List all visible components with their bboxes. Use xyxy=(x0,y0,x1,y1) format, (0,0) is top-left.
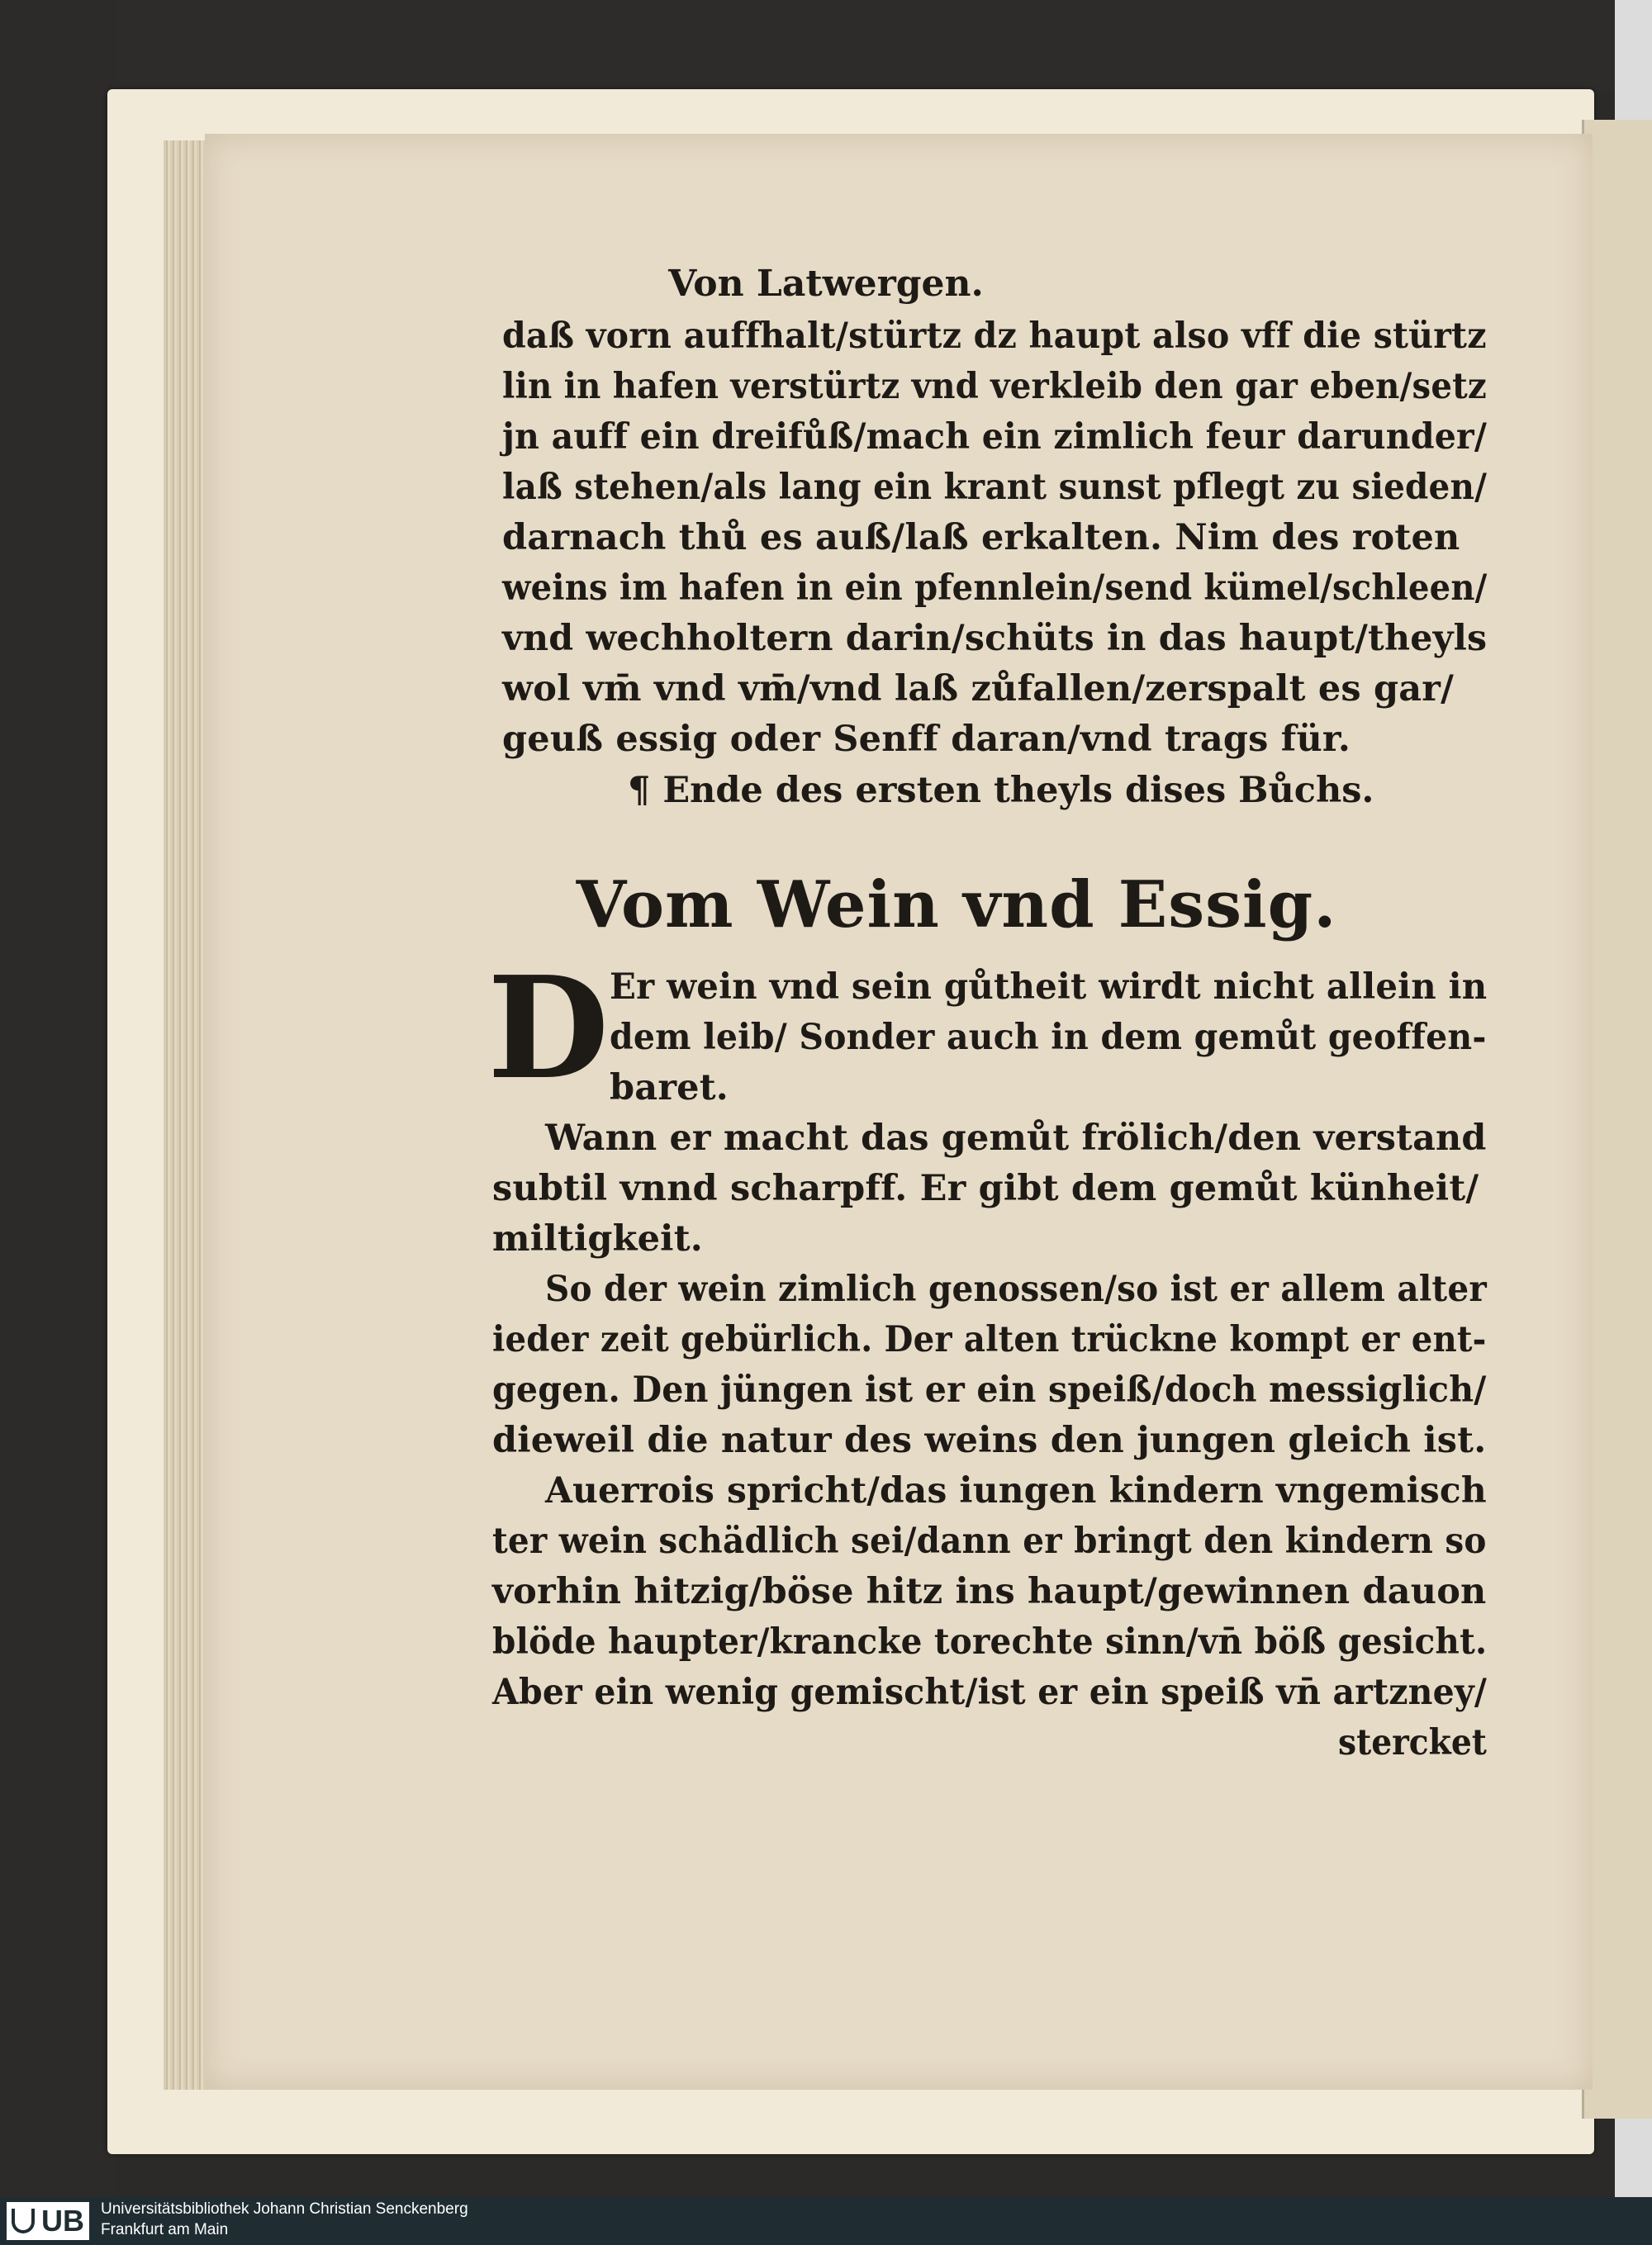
footer-institution: Universitätsbibliothek Johann Christian Senckenberg xyxy=(101,2200,468,2218)
running-head: Von Latwergen. xyxy=(668,263,984,305)
text-line: laß stehen/als lang ein krant sunst pflegt zu sieden/ xyxy=(502,467,1488,508)
text-line: weins im hafen in ein pfennlein/send kümel/schleen/ xyxy=(502,567,1488,609)
text-line: ieder zeit gebürlich. Der alten trückne kompt er ent- xyxy=(492,1319,1487,1360)
text-line: baret. xyxy=(610,1067,729,1108)
page-edges xyxy=(164,140,206,2090)
scan-background-left xyxy=(0,0,116,2197)
text-line: vorhin hitzig/böse hitz ins haupt/gewinnen dauon xyxy=(492,1571,1487,1612)
section-end-line: ¶ Ende des ersten theyls dises Bůchs. xyxy=(628,770,1374,811)
text-line: daß vorn auffhalt/stürtz dz haupt also vff die stürtz xyxy=(502,316,1487,357)
library-logo-text: UB xyxy=(41,2204,84,2238)
text-line: dem leib/ Sonder auch in dem gemůt geoffen- xyxy=(610,1017,1487,1058)
library-logo[interactable] xyxy=(7,2202,89,2240)
scan-background-top xyxy=(0,0,1652,91)
text-line: Aber ein wenig gemischt/ist er ein speiß vn̄ artzney/ xyxy=(492,1672,1488,1713)
text-line: miltigkeit. xyxy=(492,1218,703,1260)
text-line: Wann er macht das gemůt frölich/den verstand xyxy=(545,1118,1487,1159)
text-line: wol vm̄ vnd vm̄/vnd laß zůfallen/zerspalt es gar/ xyxy=(502,668,1455,710)
text-line: subtil vnnd scharpff. Er gibt dem gemůt künheit/ xyxy=(492,1168,1479,1209)
text-line: dieweil die natur des weins den jungen gleich ist. xyxy=(492,1420,1487,1461)
catchword: stercket xyxy=(1338,1722,1487,1763)
text-line: lin in hafen verstürtz vnd verkleib den gar eben/setz xyxy=(502,366,1487,407)
text-line: geuß essig oder Senff daran/vnd trags für. xyxy=(502,719,1351,760)
library-logo-icon xyxy=(12,2209,35,2233)
text-line: vnd wechholtern darin/schüts in das haupt/theyls xyxy=(502,618,1488,659)
text-line: gegen. Den jüngen ist er ein speiß/doch messiglich/ xyxy=(492,1369,1487,1411)
text-line: Auerrois spricht/das iungen kindern vngemisch xyxy=(545,1470,1487,1512)
text-line: Er wein vnd sein gůtheit wirdt nicht allein in xyxy=(610,966,1488,1008)
text-line: jn auff ein dreifůß/mach ein zimlich feur darunder/ xyxy=(502,416,1488,458)
text-line: ter wein schädlich sei/dann er bringt den kindern so xyxy=(492,1521,1487,1562)
drop-cap: D xyxy=(487,946,610,1111)
text-line: darnach thů es auß/laß erkalten. Nim des roten xyxy=(502,517,1460,558)
text-line: So der wein zimlich genossen/so ist er allem alter xyxy=(545,1269,1487,1310)
section-title: Vom Wein vnd Essig. xyxy=(576,867,1337,942)
footer-location: Frankfurt am Main xyxy=(101,2221,229,2238)
footer-bar xyxy=(0,2197,1652,2245)
text-line: blöde haupter/krancke torechte sinn/vn̄ böß gesicht. xyxy=(492,1621,1488,1663)
